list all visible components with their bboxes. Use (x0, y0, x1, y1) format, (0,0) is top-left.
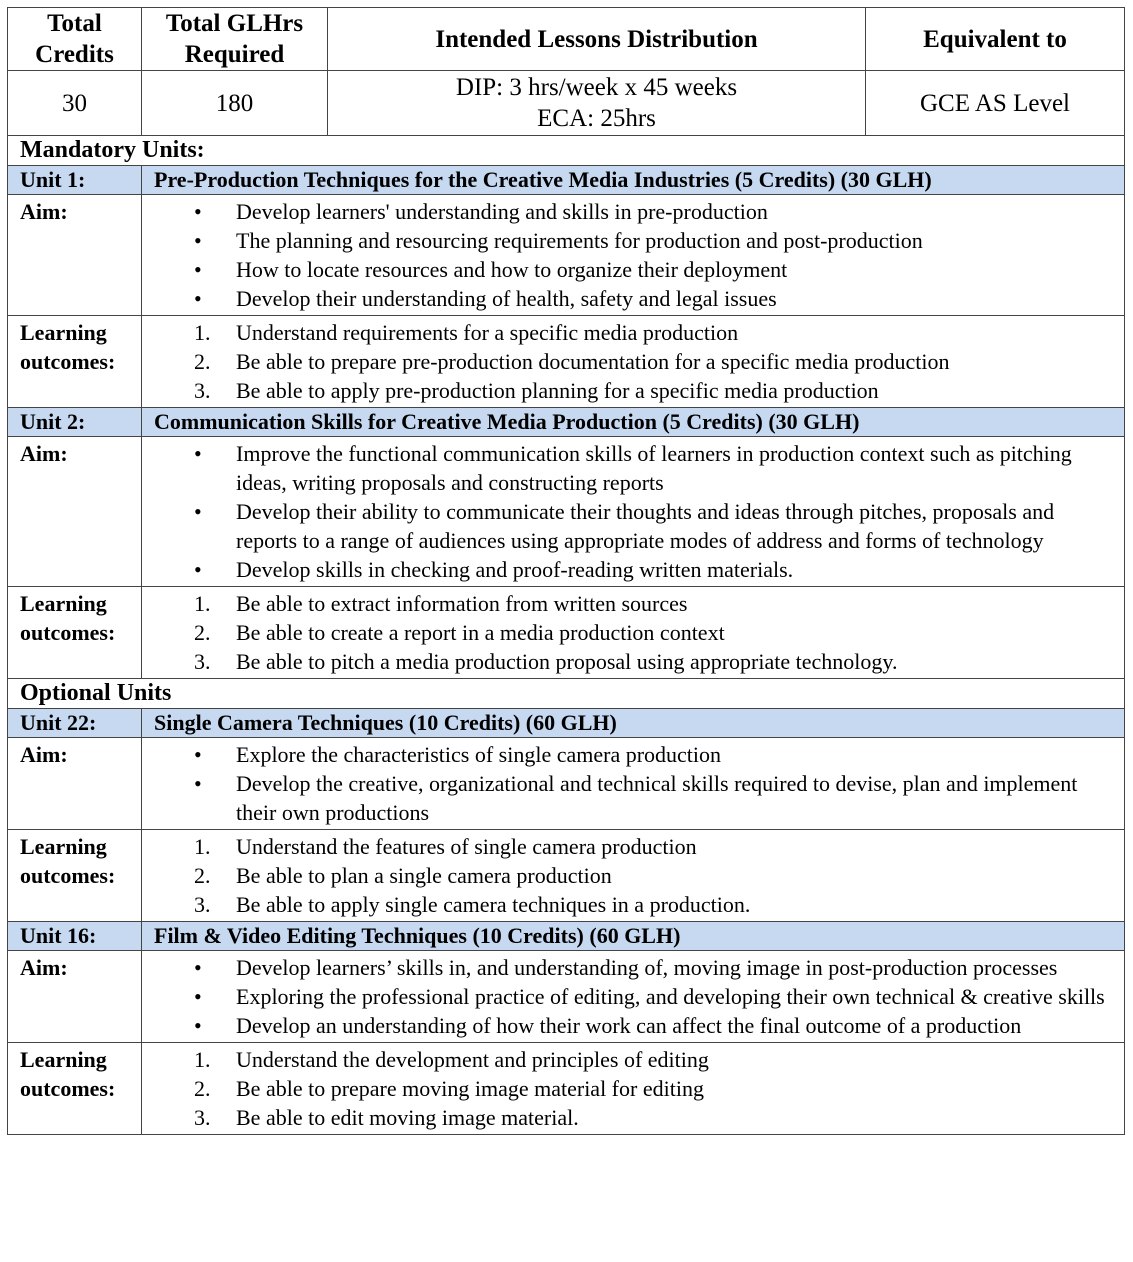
unit-outcomes-row (8, 587, 1125, 679)
learning-outcomes-label: Learning outcomes: (8, 587, 142, 679)
outcome-text: Understand requirements for a specific media production (236, 320, 739, 345)
section-header-row (8, 679, 1125, 709)
unit-aim-row (8, 437, 1125, 587)
outcome-item (142, 1074, 1116, 1103)
outcomes-content (142, 316, 1125, 408)
aim-item: • The planning and resourcing requirements for production and post-production (142, 226, 1116, 255)
aim-content (142, 437, 1125, 587)
aim-label: Aim: (8, 195, 142, 316)
outcome-number: 1. (194, 591, 211, 616)
outcomes-list (142, 589, 1116, 676)
aim-item: • Develop learners' understanding and skills in pre-production (142, 197, 1116, 226)
aim-item: • Explore the characteristics of single camera production (142, 740, 1116, 769)
course-table (7, 7, 1125, 1135)
aim-item: • Develop skills in checking and proof-reading written materials. (142, 555, 1116, 584)
unit-outcomes-row (8, 316, 1125, 408)
unit-code: Unit 1: (8, 166, 142, 195)
outcome-number: 3. (194, 892, 211, 917)
outcome-text: Be able to apply single camera techniques in a production. (236, 892, 751, 917)
outcome-text: Be able to plan a single camera production (236, 863, 612, 888)
unit-aim-row (8, 195, 1125, 316)
header-row (8, 8, 1125, 71)
values-row (8, 71, 1125, 136)
outcome-text: Understand the development and principles of editing (236, 1047, 709, 1072)
header-total-credits: Total Credits (8, 8, 142, 71)
aim-item: • Develop their ability to communicate their thoughts and ideas through pitches, proposals and reports to a range of audiences using appropriate modes of address and forms of technology (142, 497, 1116, 555)
unit-title: Single Camera Techniques (10 Credits) (60 GLH) (142, 709, 1125, 738)
aim-item: • How to locate resources and how to organize their deployment (142, 255, 1116, 284)
outcome-number: 1. (194, 320, 211, 345)
value-credits: 30 (8, 71, 142, 136)
outcome-text: Be able to apply pre-production planning for a specific media production (236, 378, 879, 403)
outcome-text: Understand the features of single camera production (236, 834, 697, 859)
aim-item: • Develop learners’ skills in, and understanding of, moving image in post-production processes (142, 953, 1116, 982)
outcome-number: 1. (194, 834, 211, 859)
aim-content (142, 738, 1125, 830)
unit-code: Unit 16: (8, 922, 142, 951)
outcomes-content (142, 830, 1125, 922)
outcome-number: 2. (194, 1076, 211, 1101)
outcome-text: Be able to pitch a media production proposal using appropriate technology. (236, 649, 898, 674)
header-lessons-distribution: Intended Lessons Distribution (328, 8, 866, 71)
value-equivalent: GCE AS Level (866, 71, 1125, 136)
aim-item: • Exploring the professional practice of editing, and developing their own technical & creative skills (142, 982, 1116, 1011)
aim-list (142, 740, 1116, 827)
outcome-item (142, 589, 1116, 618)
learning-outcomes-label: Learning outcomes: (8, 830, 142, 922)
learning-outcomes-label: Learning outcomes: (8, 1043, 142, 1135)
section-title: Mandatory Units: (8, 136, 1125, 166)
outcome-number: 3. (194, 378, 211, 403)
outcome-item (142, 647, 1116, 676)
value-distribution (328, 71, 866, 136)
outcome-item (142, 376, 1116, 405)
unit-outcomes-row (8, 830, 1125, 922)
aim-content (142, 195, 1125, 316)
outcome-number: 3. (194, 1105, 211, 1130)
unit-aim-row (8, 738, 1125, 830)
aim-list (142, 197, 1116, 313)
course-table-body (8, 8, 1125, 1135)
aim-item: • Develop the creative, organizational and technical skills required to devise, plan and implement their own productions (142, 769, 1116, 827)
outcome-text: Be able to create a report in a media production context (236, 620, 725, 645)
outcome-number: 1. (194, 1047, 211, 1072)
outcome-number: 2. (194, 620, 211, 645)
unit-header-row (8, 922, 1125, 951)
aim-content (142, 951, 1125, 1043)
aim-item: • Develop an understanding of how their work can affect the final outcome of a production (142, 1011, 1116, 1040)
document-page (7, 7, 1124, 1135)
outcome-text: Be able to prepare pre-production documentation for a specific media production (236, 349, 950, 374)
header-equivalent: Equivalent to (866, 8, 1125, 71)
unit-header-row (8, 166, 1125, 195)
outcome-item (142, 618, 1116, 647)
outcome-text: Be able to prepare moving image material for editing (236, 1076, 704, 1101)
outcome-item (142, 1103, 1116, 1132)
outcomes-list (142, 1045, 1116, 1132)
outcome-item (142, 890, 1116, 919)
unit-code: Unit 2: (8, 408, 142, 437)
unit-aim-row (8, 951, 1125, 1043)
outcomes-list (142, 318, 1116, 405)
outcome-item (142, 347, 1116, 376)
unit-title: Pre-Production Techniques for the Creative Media Industries (5 Credits) (30 GLH) (142, 166, 1125, 195)
aim-item: • Improve the functional communication skills of learners in production context such as pitching ideas, writing proposals and constructing reports (142, 439, 1116, 497)
section-header-row (8, 136, 1125, 166)
unit-outcomes-row (8, 1043, 1125, 1135)
outcomes-content (142, 587, 1125, 679)
distribution-line-1: DIP: 3 hrs/week x 45 weeks (455, 74, 738, 101)
outcome-number: 2. (194, 349, 211, 374)
unit-header-row (8, 709, 1125, 738)
outcome-text: Be able to edit moving image material. (236, 1105, 579, 1130)
unit-code: Unit 22: (8, 709, 142, 738)
aim-label: Aim: (8, 738, 142, 830)
section-title: Optional Units (8, 679, 1125, 709)
outcome-item (142, 832, 1116, 861)
aim-label: Aim: (8, 951, 142, 1043)
aim-list (142, 953, 1116, 1040)
aim-label: Aim: (8, 437, 142, 587)
outcome-text: Be able to extract information from written sources (236, 591, 688, 616)
outcome-number: 3. (194, 649, 211, 674)
unit-header-row (8, 408, 1125, 437)
learning-outcomes-label: Learning outcomes: (8, 316, 142, 408)
outcome-item (142, 1045, 1116, 1074)
outcomes-list (142, 832, 1116, 919)
outcomes-content (142, 1043, 1125, 1135)
header-total-glhrs: Total GLHrs Required (142, 8, 328, 71)
unit-title: Film & Video Editing Techniques (10 Credits) (60 GLH) (142, 922, 1125, 951)
aim-item: • Develop their understanding of health, safety and legal issues (142, 284, 1116, 313)
value-glhrs: 180 (142, 71, 328, 136)
unit-title: Communication Skills for Creative Media Production (5 Credits) (30 GLH) (142, 408, 1125, 437)
aim-list (142, 439, 1116, 584)
distribution-line-2: ECA: 25hrs (537, 105, 656, 132)
outcome-number: 2. (194, 863, 211, 888)
outcome-item (142, 318, 1116, 347)
outcome-item (142, 861, 1116, 890)
